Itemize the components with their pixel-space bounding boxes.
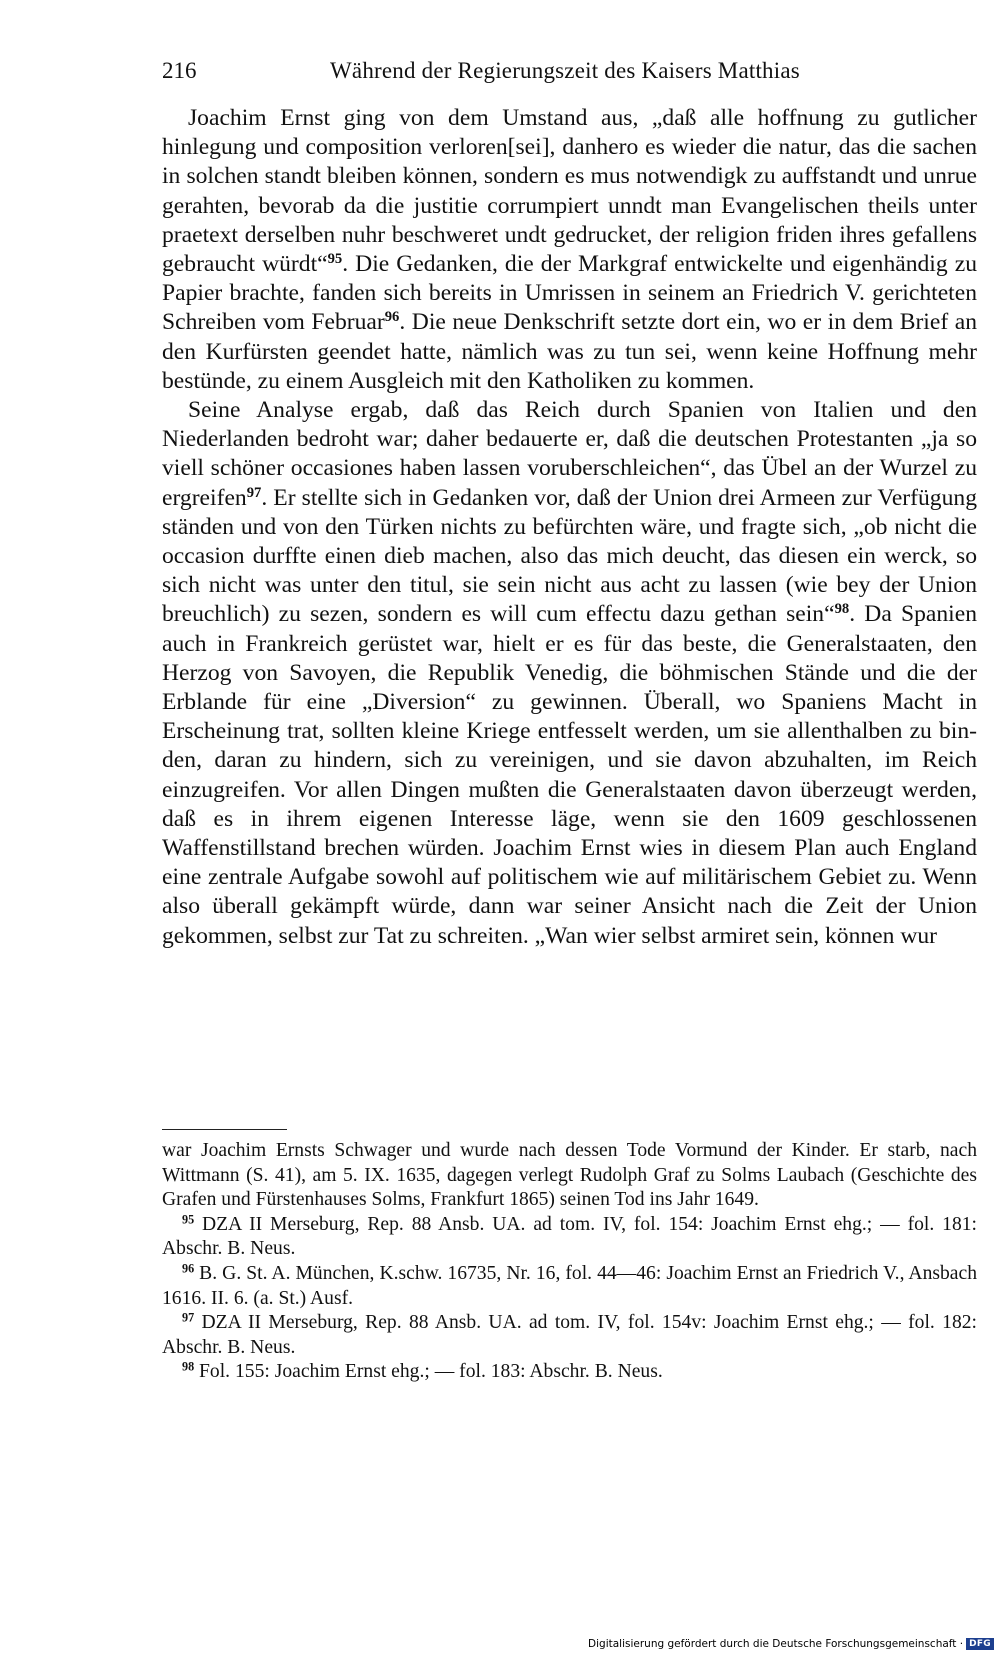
digitization-credit: [588, 1638, 994, 1650]
footnote-ref-97: 97: [246, 484, 262, 501]
credit-text: Digitalisierung gefördert durch die Deutsche Forschungsgemeinschaft ·: [588, 1638, 964, 1650]
footnote-ref-95: 95: [327, 250, 343, 267]
footnote-divider: [162, 1129, 287, 1130]
footnote-96: [162, 1262, 977, 1311]
paragraph-1: [162, 104, 977, 396]
footnote-number: 96: [182, 1261, 195, 1276]
text-segment: . Die Gedanken, die der Markgraf entwickelte und eigenhändig zu Papier brachte, fanden sich bereits in Umrissen in seinem an Friedrich V. gerichteten Schreiben vom Februar: [162, 251, 977, 336]
footnote-continuation: war Joachim Ernsts Schwager und wurde nach dessen Tode Vormund der Kinder. Er starb, nach Wittmann (S. 41), am 5. IX. 1635, dagegen verlegt Rudolph Graf zu Solms Laubach (Geschichte des Grafen und Fürstenhauses Solms, Frankfurt 1865) seinen Tod ins Jahr 1649.: [162, 1140, 977, 1211]
footnote-number: 95: [182, 1212, 195, 1227]
paragraph-2: [162, 396, 977, 951]
footnote-ref-96: 96: [384, 309, 400, 326]
main-text: [162, 104, 977, 951]
footnote-text: DZA II Merseburg, Rep. 88 Ansb. UA. ad tom. IV, fol. 154: Joachim Ernst ehg.; — fol. 181: Abschr. B. Neus.: [162, 1213, 977, 1260]
footnote-ref-98: 98: [834, 601, 850, 618]
text-segment: Seine Analyse ergab, daß das Reich durch Spanien von Italien und den Niederlanden bedroht war; daher bedauerte er, daß die deutschen Protestanten „ja so viell schöner occasiones haben lassen voruberschleichen“, das Übel an der Wurzel zu ergreifen: [162, 397, 977, 511]
footnote-text: B. G. St. A. München, K.schw. 16735, Nr. 16, fol. 44—46: Joachim Ernst an Friedrich V., Ansbach 1616. II. 6. (a. St.) Ausf.: [162, 1262, 977, 1309]
text-segment: . Er stellte sich in Gedanken vor, daß der Union drei Armeen zur Verfügung ständen und von den Türken nichts zu befürchten wäre, und fragte sich, „ob nicht die occasion durffte einen dieb machen, also das mich deucht, das diesen ein werck, so sich nicht was unter den titul, sie sein nicht aus acht zu lassen (wie bey der Union breuchlich) zu sezen, sondern es will cum effectu dazu gethan sein“: [162, 484, 977, 628]
footnote-number: 98: [182, 1359, 195, 1374]
page-number: 216: [162, 58, 197, 83]
dfg-logo: DFG: [966, 1638, 994, 1650]
footnote-text: DZA II Merseburg, Rep. 88 Ansb. UA. ad tom. IV, fol. 154v: Joachim Ernst ehg.; — fol. 182: Abschr. B. Neus.: [162, 1312, 977, 1358]
page-header: [162, 58, 977, 94]
text-segment: . Da Spanien auch in Frankreich gerüstet war, hielt er es für das beste, die Generalstaaten, den Herzog von Savoyen, die Republik Venedig, die böhmischen Stände und die der Erblande für eine „Diversion“ zu gewinnen. Überall, wo Spaniens Macht in Erscheinung trat, sollten kleine Kriege entfesselt werden, um sie allenthalben zu binden, daran zu hindern, sich zu vereinigen, und sie davon abzuhalten, im Reich einzugreifen. Vor allen Dingen mußten die Generalstaaten davon überzeugt werden, daß es in ihrem eigenen Interesse läge, wenn sie den 1609 geschlossenen Waffenstillstand brechen würden. Joachim Ernst wies in diesem Plan auch England eine zentrale Aufgabe sowohl auf politischem wie auf militärischem Gebiet zu. Wenn also überall gekämpft würde, dann war seiner Ansicht nach die Zeit der Union gekommen, selbst zur Tat zu schreiten. „Wan wier selbst armiret sein, können wur: [162, 601, 977, 949]
footnote-98: [162, 1360, 977, 1385]
footnote-95: [162, 1213, 977, 1262]
running-head: Während der Regierungszeit des Kaisers Matthias: [330, 58, 800, 83]
text-segment: Joachim Ernst ging von dem Umstand aus, „daß alle hoffnung zu gutlicher hinlegung und composition verloren[sei], danhero es wieder die natur, das die sachen in solchen standt bleiben können, sondern es mus notwendigk zu auffstandt und unrue gerahten, bevorab da die justitie corrumpiert unndt man Evangelischen theils unter praetext derselben nuhr beschweret undt gedrucket, der religion friden ihres gefallens gebraucht würdt“: [162, 105, 977, 278]
footnote-text: Fol. 155: Joachim Ernst ehg.; — fol. 183: Abschr. B. Neus.: [194, 1361, 663, 1383]
footnote-97: [162, 1311, 977, 1360]
footnotes: [162, 1139, 977, 1385]
text-segment: . Die neue Denkschrift setzte dort ein, wo er in dem Brief an den Kurfürsten geendet hatte, nämlich was zu tun sei, wenn keine Hoffnung mehr bestünde, zu einem Ausgleich mit den Katholiken zu kommen.: [162, 309, 977, 394]
footnote-number: 97: [182, 1310, 195, 1325]
